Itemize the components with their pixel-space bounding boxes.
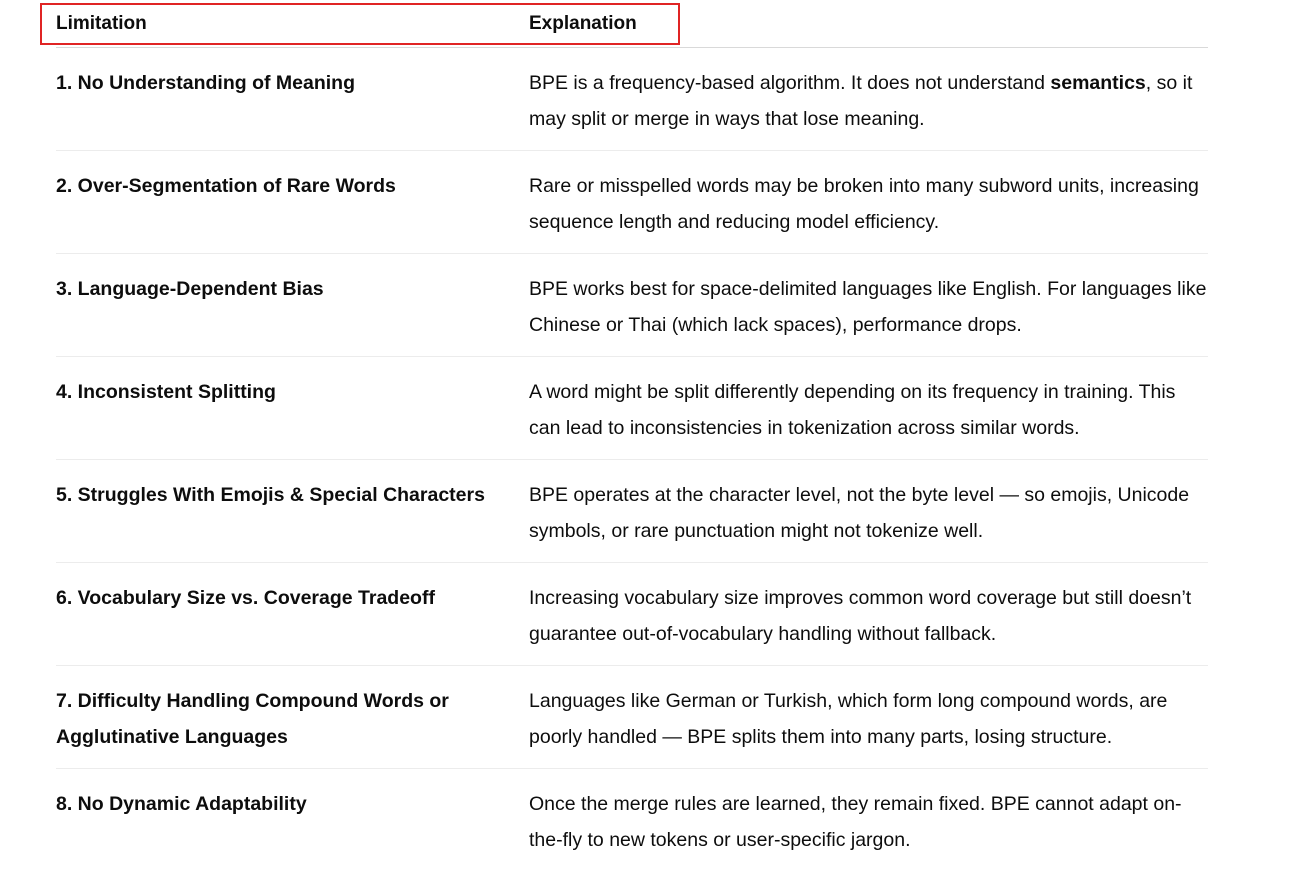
explanation-cell: [529, 254, 1208, 357]
explanation-text: BPE works best for space-delimited languages like English. For languages like Chinese or Thai (which lack spaces), performance drops.: [529, 278, 1207, 336]
limitation-text: 1. No Understanding of Meaning: [56, 72, 356, 94]
explanation-text: Increasing vocabulary size improves common word coverage but still doesn’t guarantee out-of-vocabulary handling without fallback.: [529, 587, 1192, 645]
limitation-text: 8. No Dynamic Adaptability: [56, 793, 307, 815]
explanation-emphasis: semantics: [1050, 72, 1146, 94]
limitation-cell: [56, 151, 529, 254]
explanation-cell: [529, 563, 1208, 666]
limitations-table: [56, 0, 1208, 871]
limitation-cell: [56, 769, 529, 872]
explanation-cell: [529, 48, 1208, 151]
explanation-text: Once the merge rules are learned, they remain fixed. BPE cannot adapt on-the-fly to new tokens or user-specific jargon.: [529, 793, 1182, 851]
explanation-cell: [529, 666, 1208, 769]
limitation-cell: [56, 563, 529, 666]
explanation-text: Rare or misspelled words may be broken into many subword units, increasing sequence length and reducing model efficiency.: [529, 175, 1199, 233]
limitation-text: 6. Vocabulary Size vs. Coverage Tradeoff: [56, 587, 435, 609]
table-row: [56, 48, 1208, 151]
table-row: [56, 769, 1208, 872]
limitation-cell: [56, 254, 529, 357]
limitation-cell: [56, 460, 529, 563]
table-row: [56, 254, 1208, 357]
limitations-table-container: [56, 0, 1208, 871]
limitation-cell: [56, 357, 529, 460]
table-row: [56, 151, 1208, 254]
explanation-text: BPE operates at the character level, not the byte level — so emojis, Unicode symbols, or rare punctuation might not tokenize well.: [529, 484, 1190, 542]
table-row: [56, 357, 1208, 460]
table-row: [56, 460, 1208, 563]
explanation-cell: [529, 357, 1208, 460]
limitation-text: 5. Struggles With Emojis & Special Characters: [56, 484, 485, 506]
explanation-text: A word might be split differently depending on its frequency in training. This can lead to inconsistencies in tokenization across similar words.: [529, 381, 1176, 439]
explanation-cell: [529, 151, 1208, 254]
explanation-text-part: BPE is a frequency-based algorithm. It does not understand: [529, 72, 1051, 94]
limitation-text: 3. Language-Dependent Bias: [56, 278, 324, 300]
limitation-text: 7. Difficulty Handling Compound Words or Agglutinative Languages: [56, 690, 449, 748]
explanation-text-part: , so it may split or merge in ways that lose meaning.: [529, 72, 1193, 130]
column-header-explanation: Explanation: [529, 0, 1208, 48]
limitation-cell: [56, 666, 529, 769]
limitation-cell: [56, 48, 529, 151]
table-row: [56, 666, 1208, 769]
table-row: [56, 563, 1208, 666]
explanation-cell: [529, 769, 1208, 872]
explanation-cell: [529, 460, 1208, 563]
limitation-text: 2. Over-Segmentation of Rare Words: [56, 175, 396, 197]
column-header-limitation: Limitation: [56, 0, 529, 48]
limitation-text: 4. Inconsistent Splitting: [56, 381, 276, 403]
explanation-text: [529, 48, 1208, 150]
table-header-row: [56, 0, 1208, 48]
explanation-text: Languages like German or Turkish, which form long compound words, are poorly handled — BPE splits them into many parts, losing structure.: [529, 690, 1168, 748]
